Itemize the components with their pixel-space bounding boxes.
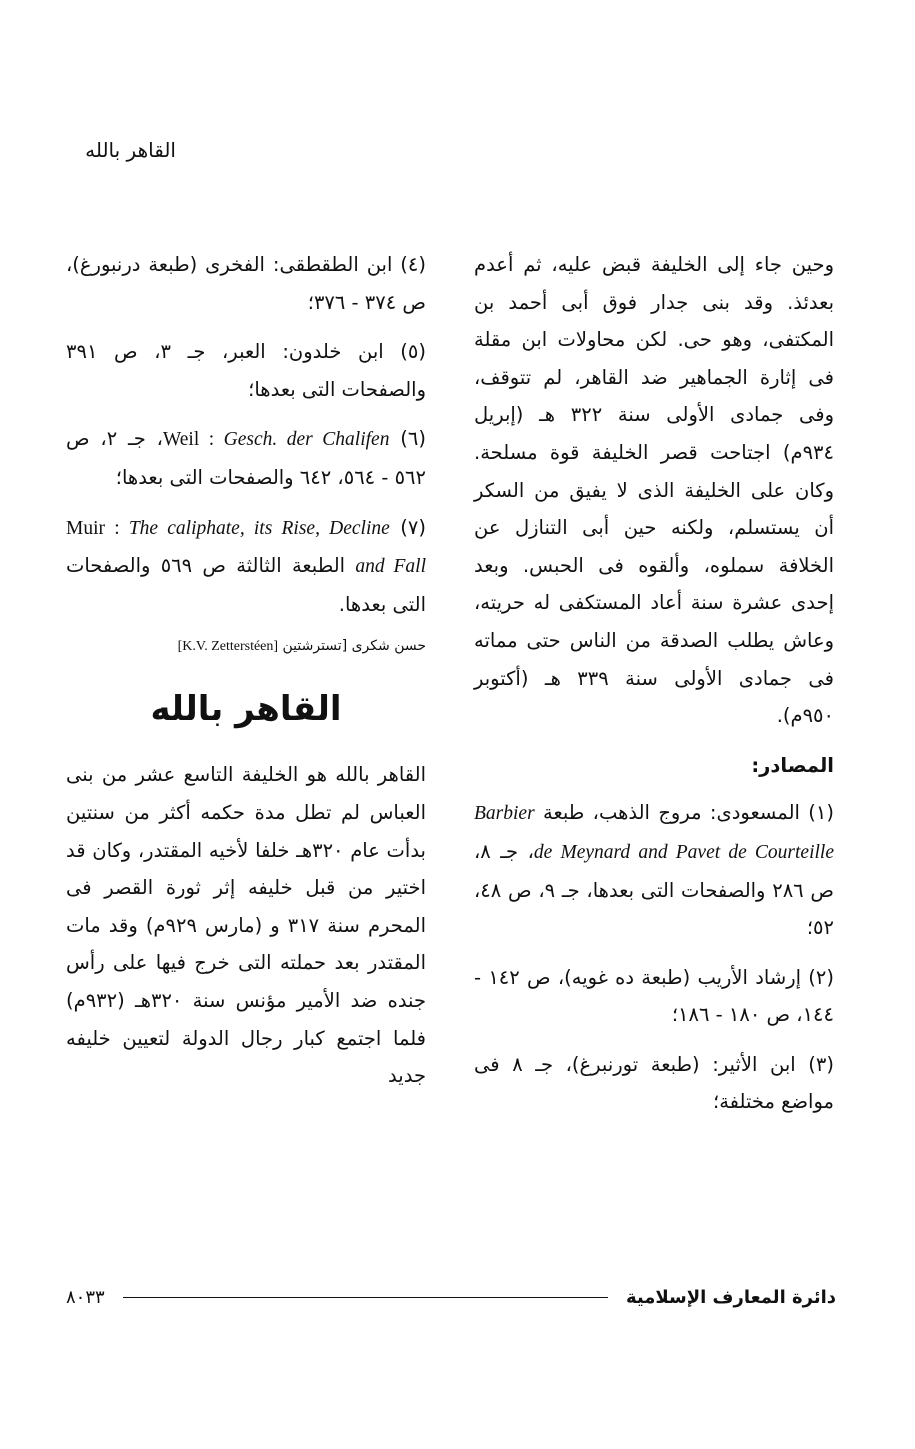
bibliography-entry-4: (٤) ابن الطقطقى: الفخرى (طبعة درنبورغ)، ص ٣٧٤ - ٣٧٦؛ bbox=[66, 253, 426, 314]
bib-1-text-after: ، جـ ٨، ص ٢٨٦ والصفحات التى بعدها، جـ ٩، ص ٤٨، ٥٢؛ bbox=[474, 839, 834, 940]
bib-7-text-after: الطبعة الثالثة ص ٥٦٩ والصفحات التى بعدها. bbox=[66, 554, 426, 616]
bibliography-entry-3: (٣) ابن الأثير: (طبعة تورنبرغ)، جـ ٨ فى مواضع مختلفة؛ bbox=[474, 1052, 834, 1114]
bib-1-latin-title: Barbier de Meynard and Pavet de Courteille bbox=[474, 803, 834, 863]
bibliography-entry-1 bbox=[474, 794, 834, 946]
right-column bbox=[474, 246, 834, 1133]
bibliography-entry-7 bbox=[66, 509, 426, 624]
bib-7-latin-author: Muir : bbox=[66, 517, 129, 539]
bib-6-latin-title: Gesch. der Chalifen bbox=[223, 429, 390, 451]
article-body: القاهر بالله هو الخليفة التاسع عشر من بنى العباس لم تطل مدة حكمه أكثر من سنتين بدأت عام ٣٢٠هـ خلفا لأخيه المقتدر، وكان قد اختير من قبل خليفه إثر ثورة القصر فى المحرم سنة ٣١٧ و (مارس ٩٢٩م) وقد مات المقتدر بعد حملته التى خرج فيها على رأس جنده ضد الأمير مؤنس سنة ٣٢٠هـ (٩٣٢م) فلما اجتمع كبار رجال الدولة لتعيين خليفه جديد bbox=[66, 763, 426, 1088]
journal-name: دائرة المعارف الإسلامية bbox=[625, 1287, 836, 1308]
bib-6-latin-author: Weil : bbox=[162, 429, 224, 451]
footer-rule bbox=[123, 1297, 608, 1298]
bib-7-latin-title: The caliphate, its Rise, Decline and Fall bbox=[128, 517, 426, 578]
bib-1-text: (١) المسعودى: مروج الذهب، طبعة bbox=[543, 801, 834, 825]
bibliography-entry-2: (٢) إرشاد الأريب (طبعة ده غويه)، ص ١٤٢ - ١٤٤، ص ١٨٠ - ١٨٦؛ bbox=[474, 965, 834, 1027]
author-arabic: حسن شكرى [تسترشتين bbox=[282, 638, 426, 655]
article-author-credit bbox=[66, 635, 426, 658]
bib-6-latin bbox=[163, 429, 390, 450]
page-footer bbox=[66, 1287, 836, 1308]
running-title: القاهر بالله bbox=[85, 138, 176, 162]
left-column bbox=[66, 246, 426, 1095]
bib-7-number: (٧) bbox=[400, 515, 426, 539]
author-latin: [K.V. Zetterstéen] bbox=[177, 639, 279, 655]
bib-6-text-after: ، جـ ٢، ص ٥٦٢ - ٥٦٤، ٦٤٢ والصفحات التى بعدها؛ bbox=[66, 427, 426, 489]
bibliography-entry-5: (٥) ابن خلدون: العبر، جـ ٣، ص ٣٩١ والصفحات التى بعدها؛ bbox=[66, 340, 426, 401]
article-continuation-paragraph: وحين جاء إلى الخليفة قبض عليه، ثم أعدم بعدئذ. وقد بنى جدار فوق أبى أحمد بن المكتفى، وهو حى. لكن محاولات ابن مقلة فى إثارة الجماهير ضد القاهر، لم تتوقف، وفى جمادى الأولى سنة ٣٢٢ هـ (إبريل ٩٣٤م) اجتاحت قصر الخليفة قوة مسلحة. وكان على الخليفة الذى لا يفيق من السكر أن يستسلم، ولكنه حين أبى التنازل عن الخلافة سملوه، وألقوه فى الحبس. وبعد إحدى عشرة سنة أعاد المستكفى له حريته، وعاش يطلب الصدقة من الناس حتى مماته فى جمادى الأولى سنة ٣٣٩ هـ (أكتوبر ٩٥٠م). bbox=[474, 253, 834, 728]
bib-6-number: (٦) bbox=[400, 427, 426, 451]
article-title: القاهر بالله bbox=[150, 689, 342, 730]
sources-heading: المصادر: bbox=[751, 753, 834, 777]
page-number: ٨٠٣٣ bbox=[66, 1287, 105, 1308]
bibliography-entry-6 bbox=[66, 420, 426, 496]
